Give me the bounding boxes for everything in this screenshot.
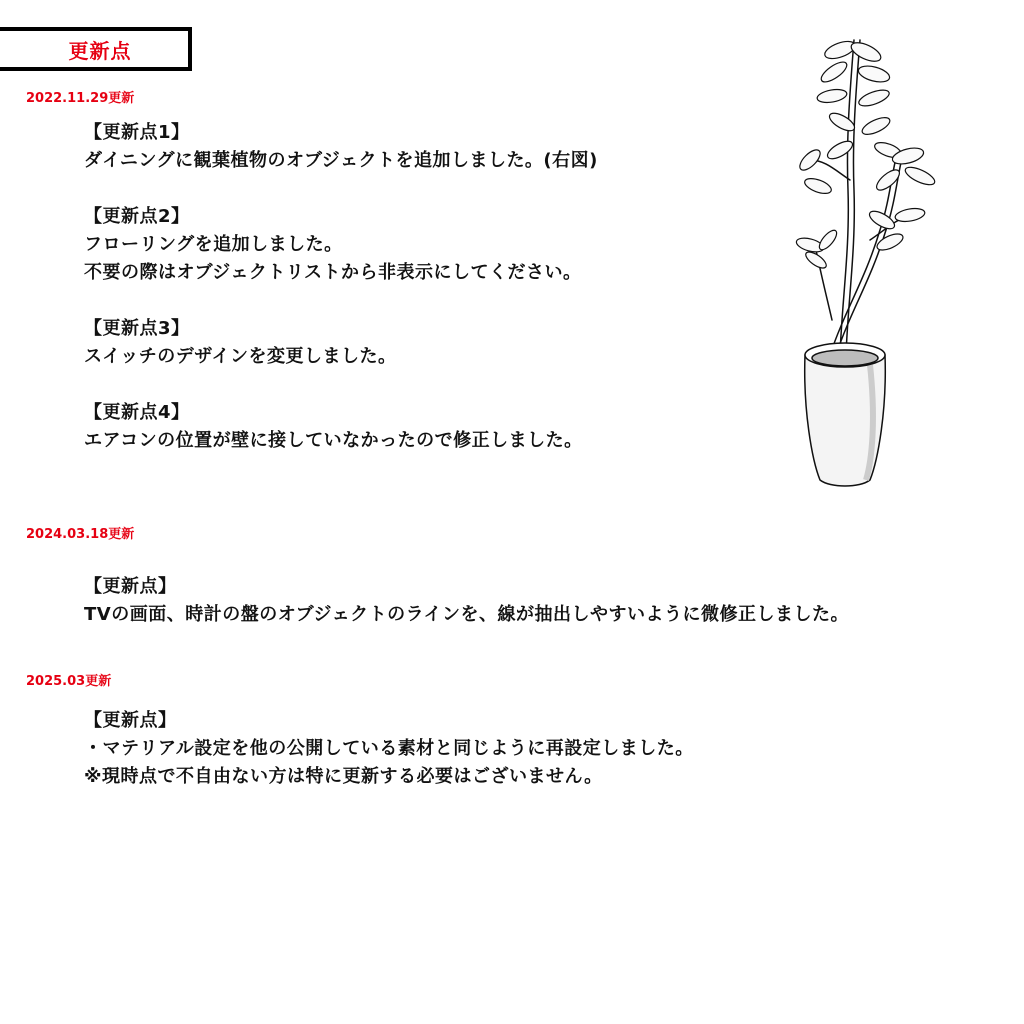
update-date: 2022.11.29更新 bbox=[26, 91, 135, 106]
update-heading: 【更新点】 bbox=[84, 710, 177, 731]
update-text: 不要の際はオブジェクトリストから非表示にしてください。 bbox=[84, 262, 582, 283]
update-text: スイッチのデザインを変更しました。 bbox=[84, 346, 397, 367]
update-text: フローリングを追加しました。 bbox=[84, 234, 343, 255]
update-text: ※現時点で不自由ない方は特に更新する必要はございません。 bbox=[84, 766, 603, 787]
page-title: 更新点 bbox=[68, 38, 132, 63]
page-title-box bbox=[0, 27, 192, 71]
update-heading: 【更新点】 bbox=[84, 576, 177, 597]
update-text: エアコンの位置が壁に接していなかったので修正しました。 bbox=[84, 430, 583, 451]
update-heading: 【更新点2】 bbox=[84, 206, 190, 227]
update-text: TVの画面、時計の盤のオブジェクトのラインを、線が抽出しやすいように微修正しました。 bbox=[84, 604, 850, 625]
update-date: 2024.03.18更新 bbox=[26, 527, 135, 542]
update-text: ダイニングに観葉植物のオブジェクトを追加しました。(右図) bbox=[84, 150, 598, 171]
update-date: 2025.03更新 bbox=[26, 674, 112, 689]
update-text: ・マテリアル設定を他の公開している素材と同じように再設定しました。 bbox=[84, 738, 694, 759]
update-heading: 【更新点1】 bbox=[84, 122, 190, 143]
potted-plant-icon bbox=[770, 30, 970, 500]
update-heading: 【更新点4】 bbox=[84, 402, 190, 423]
update-heading: 【更新点3】 bbox=[84, 318, 190, 339]
